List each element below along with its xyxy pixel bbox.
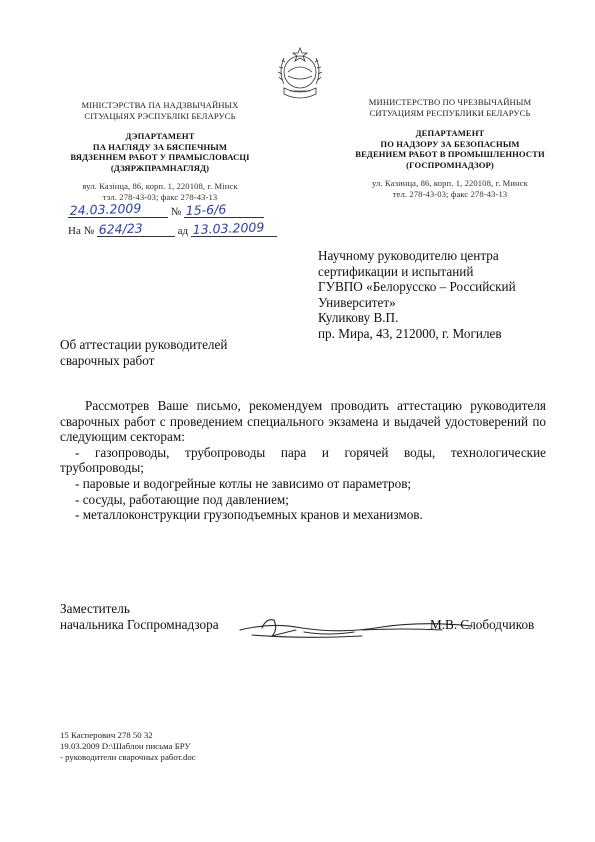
dept-line: ДЭПАРТАМЕНТ: [125, 131, 195, 141]
dept-line: ВЕДЕНИЕМ РАБОТ В ПРОМЫШЛЕННОСТИ: [355, 149, 545, 159]
state-emblem-icon: [270, 44, 330, 106]
ministry-line: СИТУАЦИЯМ РЕСПУБЛИКИ БЕЛАРУСЬ: [369, 107, 531, 118]
subject-line: сварочных работ: [60, 352, 155, 368]
signatory-name: М.В. Слободчиков: [430, 617, 535, 632]
dept-line: ДЕПАРТАМЕНТ: [415, 128, 485, 138]
address-line: ул. Казинца, 86, корп. 1, 220108, г. Минск: [372, 178, 528, 188]
outgoing-date-field: [68, 200, 168, 218]
signatory-title: [60, 601, 219, 632]
ministry-line: МИНИСТЕРСТВО ПО ЧРЕЗВЫЧАЙНЫМ: [368, 97, 532, 107]
dept-line: ПО НАДЗОРУ ЗА БЕЗОПАСНЫМ: [380, 138, 520, 149]
reference-number-field: [97, 222, 175, 237]
reference-registration: [68, 219, 277, 237]
reference-label: На №: [68, 225, 95, 237]
phone-line: тел. 278-43-03; факс 278-43-13: [392, 188, 508, 199]
address-be: [40, 181, 280, 202]
subject-line: Об аттестации руководителей: [60, 337, 228, 352]
file-path-line: 19.03.2009 D:\Шаблон письма БРУ: [60, 741, 191, 751]
signatory-title-line: Заместитель: [60, 601, 130, 616]
dept-line: ВЯДЗЕННЕМ РАБОТ У ПРАМЫСЛОВАСЦІ: [70, 152, 250, 162]
address-line: вул. Казінца, 86, корп. 1, 220108, г. Мінск: [82, 181, 238, 191]
ministry-name-be: [40, 100, 280, 121]
number-label: №: [170, 206, 182, 218]
executor-line: 15 Касперович 278 50 32: [60, 730, 153, 740]
signatory-title-line: начальника Госпромнадзора: [60, 616, 219, 632]
outgoing-number-field: [184, 203, 264, 218]
department-name-be: [40, 131, 280, 173]
ministry-line: МІНІСТЭРСТВА ПА НАДЗВЫЧАЙНЫХ: [81, 100, 239, 110]
letterhead-right: [325, 97, 575, 199]
list-item: - сосуды, работающие под давлением;: [75, 491, 289, 507]
outgoing-number-handwritten: 15-6/6: [185, 201, 227, 218]
outgoing-date-handwritten: 24.03.2009: [69, 200, 142, 218]
address-ru: [325, 178, 575, 199]
addressee-line: ГУВПО «Белорусско – Российский: [318, 279, 516, 294]
dept-line: (ДЗЯРЖПРАМНАГЛЯД): [110, 162, 210, 173]
list-item: - паровые и водогрейные котлы не зависимо от параметров;: [75, 475, 412, 491]
list-item: - газопроводы, трубопроводы пара и горячей воды, технологические трубопроводы;: [60, 444, 546, 476]
document-footer: [60, 730, 196, 763]
ministry-line: СІТУАЦЫЯХ РЭСПУБЛІКІ БЕЛАРУСЬ: [84, 110, 236, 121]
reference-date-field: [191, 219, 277, 237]
addressee-address: пр. Мира, 43, 212000, г. Могилев: [318, 325, 502, 341]
list-item: - металлоконструкции грузоподъемных кранов и механизмов.: [75, 507, 423, 523]
ministry-name-ru: [325, 97, 575, 118]
outgoing-registration: [68, 200, 264, 218]
addressee-line: Университет»: [318, 294, 396, 310]
letter-subject: [60, 337, 300, 368]
phone-line: тэл. 278-43-03; факс 278-43-13: [102, 191, 218, 202]
addressee-name: Куликову В.П.: [318, 310, 399, 325]
body-paragraph: Рассмотрев Ваше письмо, рекомендуем проводить аттестацию руководителя сварочных работ с проведением специального экзамена и выдачей удостоверений по следующим секторам:: [60, 398, 546, 445]
from-date-label: ад: [177, 225, 189, 237]
addressee-line: Научному руководителю центра: [318, 248, 499, 263]
reference-date-handwritten: 13.03.2009: [192, 219, 265, 237]
file-name-line: - руководители сварочных работ.doc: [60, 752, 196, 762]
addressee-line: сертификации и испытаний: [318, 263, 474, 279]
dept-line: ПА НАГЛЯДУ ЗА БЯСПЕЧНЫМ: [92, 141, 228, 152]
reference-number-handwritten: 624/23: [98, 220, 143, 237]
letterhead-left: [40, 100, 280, 202]
letter-body: [60, 398, 546, 523]
addressee-block: [318, 248, 568, 341]
department-name-ru: [325, 128, 575, 170]
dept-line: (ГОСПРОМНАДЗОР): [406, 159, 494, 170]
